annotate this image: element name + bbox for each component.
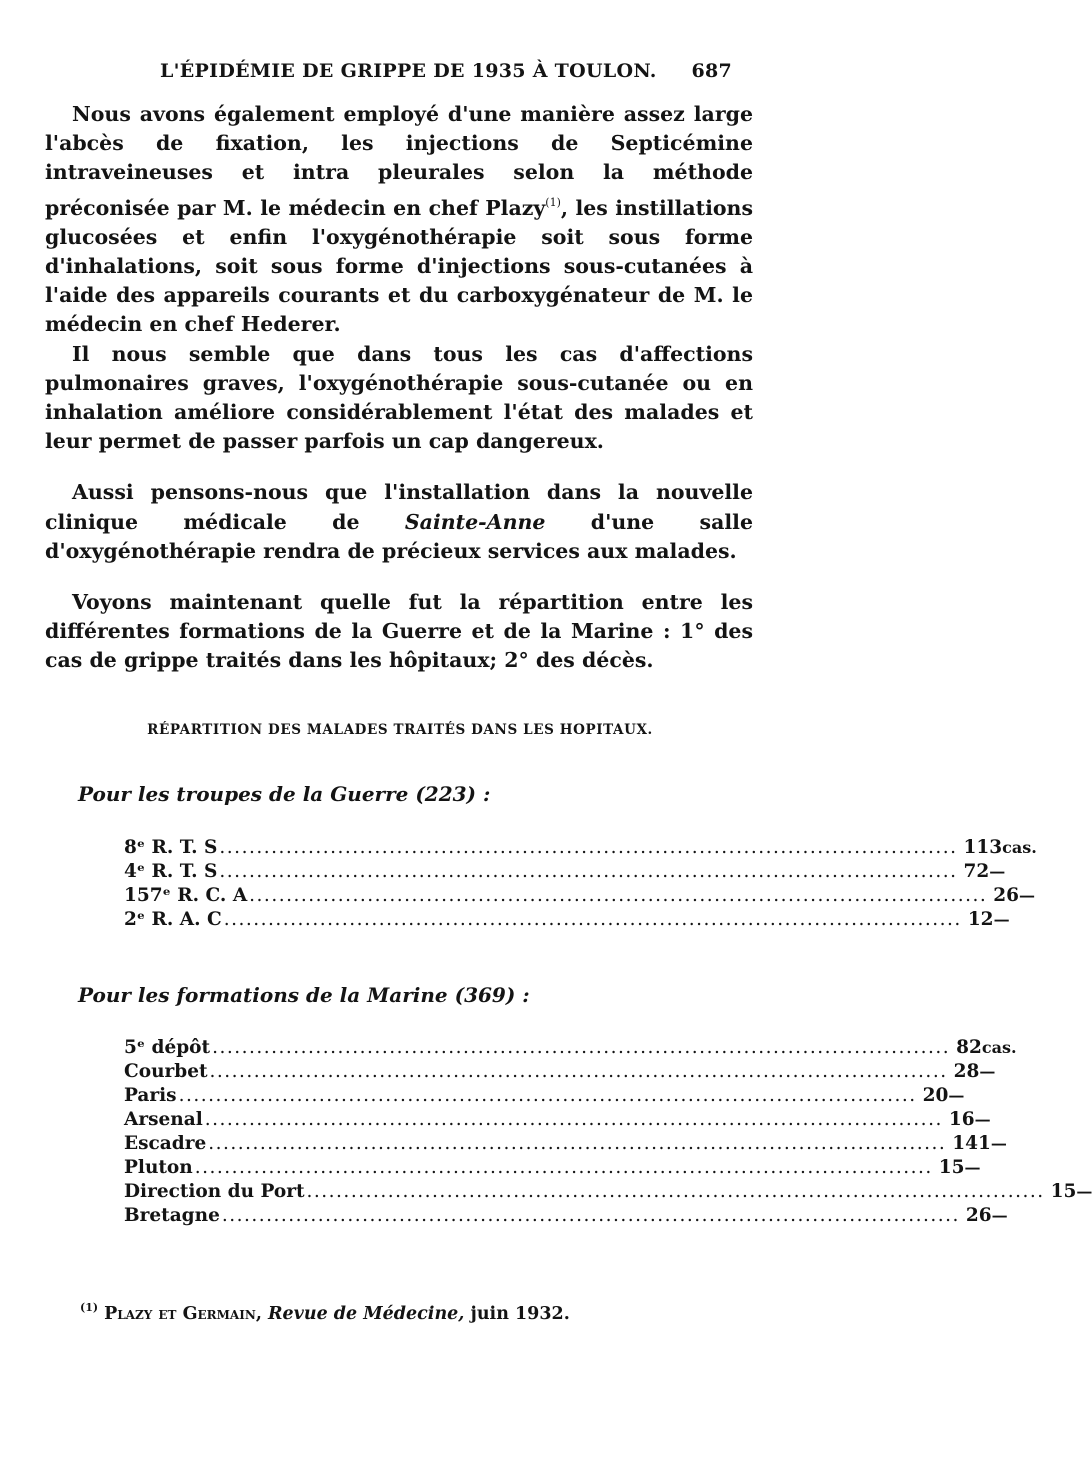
dot-leader: .................................................................................................... [306, 1181, 1045, 1202]
table-row [124, 1085, 965, 1109]
row-label: Direction du Port [124, 1181, 305, 1202]
row-unit: — [993, 910, 1010, 929]
row-value: 72 [963, 861, 990, 882]
guerre-rows [124, 837, 1037, 933]
row-unit: — [1018, 886, 1035, 905]
row-value: 28 [953, 1061, 980, 1082]
row-unit: — [989, 862, 1006, 881]
footnote-mark: (1) [80, 1301, 99, 1314]
running-title: L'ÉPIDÉMIE DE GRIPPE DE 1935 À TOULON. [160, 60, 657, 82]
row-label: Pluton [124, 1157, 193, 1178]
dot-leader: .................................................................................................... [208, 1133, 947, 1154]
paragraph-1 [45, 100, 753, 340]
dot-leader: .................................................................................................... [219, 861, 958, 882]
table-row [124, 1037, 1017, 1061]
row-value: 82 [956, 1037, 982, 1058]
table-row [124, 837, 1037, 861]
row-label: 5ᵉ dépôt [124, 1037, 211, 1058]
paragraph-3-continued: d'une salle d'oxygénothérapie rendra de précieux services aux malades. [45, 509, 753, 563]
table-row [124, 1205, 1008, 1229]
table-row [124, 1133, 1007, 1157]
footnote [80, 1301, 570, 1324]
footnote-reference[interactable]: (1) [545, 195, 561, 209]
paragraph-2: Il nous semble que dans tous les cas d'affections pulmonaires graves, l'oxygénothérapie sous-cutanée ou en inhalation améliore considérablement l'état des malades et leur permet de passer parfois un cap dangereux. [45, 341, 753, 454]
paragraph-3-italic: Sainte-Anne [404, 509, 546, 534]
row-value: 16 [948, 1109, 975, 1130]
dot-leader: .................................................................................................... [223, 909, 962, 930]
row-value: 141 [952, 1133, 991, 1154]
row-unit: — [964, 1158, 981, 1177]
dot-leader: .................................................................................................... [178, 1085, 917, 1106]
group-heading-guerre: Pour les troupes de la Guerre (223) : [78, 782, 491, 806]
row-unit: cas. [1002, 838, 1037, 857]
dot-leader: .................................................................................................... [219, 837, 958, 858]
row-unit: cas. [981, 1038, 1017, 1057]
footnote-authors: Plazy et Germain, [104, 1304, 262, 1324]
row-value: 15 [1050, 1181, 1077, 1202]
row-value: 26 [993, 885, 1019, 906]
table-row [124, 1157, 981, 1181]
dot-leader: .................................................................................................... [209, 1061, 948, 1082]
row-value: 20 [922, 1085, 949, 1106]
dot-leader: .................................................................................................... [249, 885, 988, 906]
dot-leader: .................................................................................................... [212, 1037, 951, 1058]
row-value: 26 [965, 1205, 992, 1226]
row-label: Bretagne [124, 1205, 220, 1226]
dot-leader: .................................................................................................... [194, 1157, 933, 1178]
table-row [124, 1061, 996, 1085]
row-value: 113 [963, 837, 1003, 858]
paragraph-1-text: Nous avons également employé d'une manière assez large l'abcès de fixation, les injections de Septicémine intraveineuses et intra pleurales selon la méthode préconisée par M. le médecin en chef Plazy [45, 102, 753, 220]
row-value: 12 [967, 909, 994, 930]
row-unit: — [990, 1134, 1007, 1153]
row-label: 157ᵉ R. C. A [124, 885, 248, 906]
row-unit: — [991, 1206, 1008, 1225]
paragraph-1-continued: , les instillations glucosées et enfin l'oxygénothérapie soit sous forme d'inhalations, soit sous forme d'injections sous-cutanées à l'aide des appareils courants et du carboxygénateur de M. le médecin en chef Hederer. [45, 195, 753, 337]
running-head [160, 60, 732, 82]
row-label: Paris [124, 1085, 177, 1106]
table-row [124, 909, 1010, 933]
group-heading-marine: Pour les formations de la Marine (369) : [78, 983, 530, 1007]
row-unit: — [974, 1110, 991, 1129]
paragraph-3-text: Aussi pensons-nous que l'installation dans la nouvelle clinique médicale de [45, 480, 753, 534]
dot-leader: .................................................................................................... [221, 1205, 960, 1226]
row-label: 4ᵉ R. T. S [124, 861, 218, 882]
row-label: Escadre [124, 1133, 207, 1154]
row-label: Courbet [124, 1061, 208, 1082]
row-unit: — [979, 1062, 996, 1081]
marine-rows [124, 1037, 1092, 1229]
body-text [45, 100, 753, 676]
row-label: 8ᵉ R. T. S [124, 837, 218, 858]
table-row [124, 885, 1035, 909]
footnote-journal: Revue de Médecine, [268, 1304, 465, 1324]
table-row [124, 1181, 1092, 1205]
row-label: 2ᵉ R. A. C [124, 909, 222, 930]
table-row [124, 1109, 991, 1133]
row-unit: — [948, 1086, 965, 1105]
paragraph-4: Voyons maintenant quelle fut la répartition entre les différentes formations de la Guerre et de la Marine : 1° des cas de grippe traités dans les hôpitaux; 2° des décès. [45, 590, 753, 673]
row-unit: — [1076, 1182, 1092, 1201]
paragraph-3 [45, 478, 753, 566]
table-row [124, 861, 1006, 885]
dot-leader: .................................................................................................... [204, 1109, 943, 1130]
row-label: Arsenal [124, 1109, 203, 1130]
row-value: 15 [938, 1157, 965, 1178]
footnote-date: juin 1932. [470, 1304, 570, 1324]
page-number: 687 [691, 60, 732, 82]
table-title: RÉPARTITION DES MALADES TRAITÉS DANS LES HOPITAUX. [147, 722, 653, 738]
